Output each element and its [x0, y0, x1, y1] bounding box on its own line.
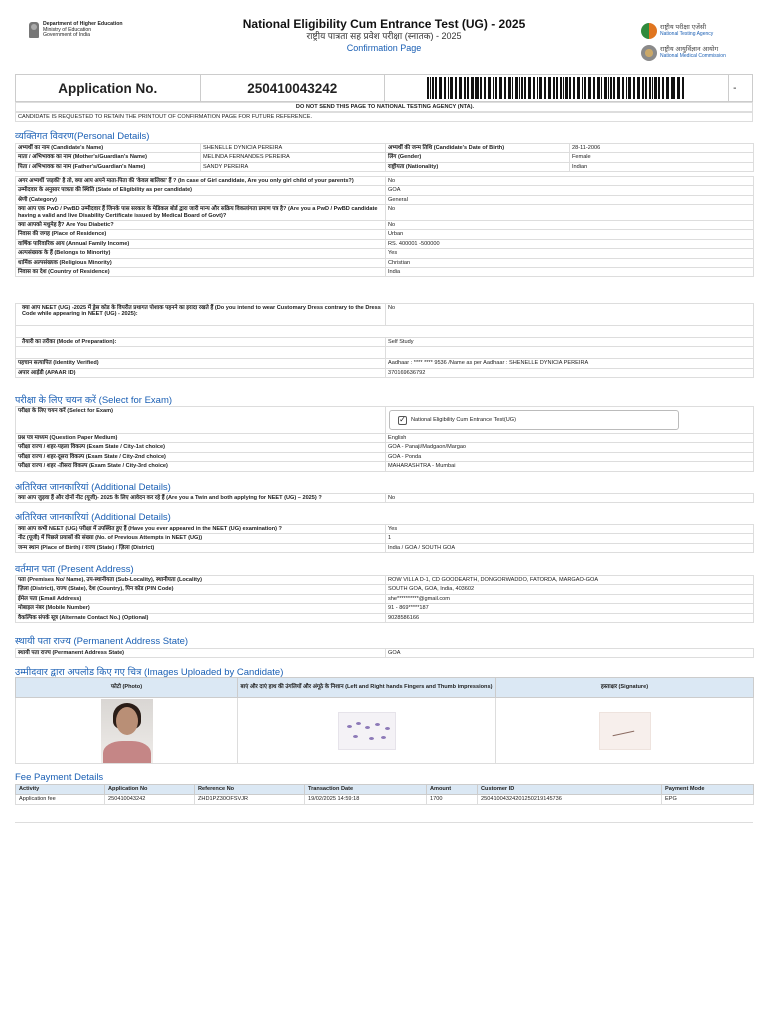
field-value: English — [386, 434, 754, 443]
additional-details-heading-1: अतिरिक्त जानकारियां (Additional Details) — [15, 482, 171, 493]
table-row — [16, 452, 754, 461]
table-row — [16, 462, 754, 471]
field-label: अभ्यर्थी का नाम (Candidate's Name) — [16, 144, 201, 153]
nta-logo — [641, 20, 741, 42]
field-value: MAHARASHTRA - Mumbai — [386, 462, 754, 471]
select-exam-table — [15, 406, 754, 472]
field-value: MELINDA FERNANDES PEREIRA — [201, 153, 386, 162]
field-label: श्रेणी (Category) — [16, 195, 386, 204]
field-value: Christian — [386, 258, 754, 267]
fee-cell: ZHD1PZ30OFSVJR — [195, 795, 305, 805]
field-label: माता / अभिभावक का नाम (Mother's/Guardian's Name) — [16, 153, 201, 162]
field-value: 1 — [386, 534, 754, 543]
field-label: निवास की जगह (Place of Residence) — [16, 230, 386, 239]
fee-column-header: Transaction Date — [305, 785, 427, 795]
field-value: 9028586166 — [386, 613, 754, 622]
field-value: India / GOA / SOUTH GOA — [386, 543, 754, 552]
table-row — [16, 443, 754, 452]
table-row — [16, 205, 754, 221]
identity-verified-label: पहचान सत्यापित (Identity Verified) — [16, 359, 386, 368]
field-value: GOA - Panaji/Madgaon/Margao — [386, 443, 754, 452]
field-value: No — [386, 177, 754, 186]
field-value: India — [386, 268, 754, 277]
nmc-logo — [641, 42, 741, 64]
field-label: उम्मीदवार के अनुसार पात्रता की स्थिति (State of Eligibility as per candidate) — [16, 186, 386, 195]
table-row — [16, 195, 754, 204]
table-row — [16, 249, 754, 258]
table-row — [16, 434, 754, 443]
field-value: RS. 400001 -500000 — [386, 239, 754, 248]
table-row — [16, 525, 754, 534]
field-label: अल्पसंख्यक के हैं (Belongs to Minority) — [16, 249, 386, 258]
identity-verified-value: Aadhaar : **** **** 9536 /Name as per Aadhaar : SHENELLE DYNICIA PEREIRA — [386, 359, 754, 368]
field-label: क्या आप जुड़वा हैं और दोनों नीट (यूजी)- 2025 के लिए आवेदन कर रहे हैं (Are you a Twin and both applying for NEET (UG) – 2025) ? — [16, 494, 386, 503]
field-value: SANDY PEREIRA — [201, 162, 386, 171]
nmc-hindi: राष्ट्रीय आयुर्विज्ञान आयोग — [660, 46, 719, 53]
table-row — [16, 494, 754, 503]
field-label: परीक्षा राज्य / शहर -तीसरा विकल्प (Exam State / City-3rd choice) — [16, 462, 386, 471]
table-row — [16, 304, 754, 326]
field-label: प्रश्न पत्र माध्यम (Question Paper Medium) — [16, 434, 386, 443]
application-barcode — [427, 77, 687, 99]
nmc-english: National Medical Commission — [660, 53, 726, 59]
table-row — [16, 239, 754, 248]
additional-details-heading-2: अतिरिक्त जानकारियां (Additional Details) — [15, 512, 171, 523]
field-value: SHENELLE DYNICIA PEREIRA — [201, 144, 386, 153]
field-value: GOA — [386, 186, 754, 195]
field-label: क्या आप कभी NEET (UG) परीक्षा में उपस्थित हुए हैं (Have you ever appeared in the NEET (UG) examination) ? — [16, 525, 386, 534]
table-row — [16, 221, 754, 230]
field-value: No — [386, 221, 754, 230]
fee-column-header: Customer ID — [478, 785, 662, 795]
dept-line-1: Department of Higher Education — [43, 21, 123, 27]
fee-cell: 250410043242 — [105, 795, 195, 805]
permanent-state-heading: स्थायी पता राज्य (Permanent Address State) — [15, 636, 189, 647]
retain-printout-notice: CANDIDATE IS REQUESTED TO RETAIN THE PRINTOUT OF CONFIRMATION PAGE FOR FUTURE REFERENCE. — [15, 112, 753, 122]
table-row — [16, 347, 754, 359]
table-row — [16, 153, 754, 162]
apaar-id-label: अपार आईडी (APAAR ID) — [16, 368, 386, 377]
dept-line-2: Ministry of Education — [43, 26, 92, 33]
table-row — [16, 543, 754, 552]
select-exam-heading: परीक्षा के लिए चयन करें (Select for Exam) — [15, 395, 173, 406]
fee-column-header: Amount — [427, 785, 478, 795]
selected-exam-name: National Eligibility Cum Entrance Test(UG) — [411, 416, 516, 423]
field-value: she**********@gmail.com — [386, 594, 754, 603]
page-subtitle-hindi: राष्ट्रीय पात्रता सह प्रवेश परीक्षा (स्नातक) - 2025 — [306, 31, 462, 41]
field-label: अभ्यर्थी की जन्म तिथि (Candidate's Date of Birth) — [386, 144, 570, 153]
table-row — [16, 585, 754, 594]
field-label: क्या आप एक PwD / PwBD उम्मीदवार हैं जिनके पास सरकार के मेडिकल बोर्ड द्वारा जारी मान्य और सक्रिय विकलांगता प्रमाण पत्र है? (Are you a PwD / PwBD candidate having a valid and live Disability Certificate issued by Medical Board of Govt)? — [16, 205, 386, 221]
field-label: वैकल्पिक संपर्क सूत्र (Alternate Contact No.) (Optional) — [16, 613, 386, 622]
table-row — [16, 162, 754, 171]
nta-hindi: राष्ट्रीय परीक्षा एजेंसी — [660, 24, 707, 31]
checkbox-checked-icon: ✓ — [399, 415, 406, 424]
personal-details-grid — [15, 143, 754, 172]
field-value: Indian — [570, 162, 754, 171]
present-address-heading: वर्तमान पता (Present Address) — [15, 564, 134, 575]
field-label: अगर अभ्यर्थी 'लड़की' है तो, क्या आप अपने माता-पिता की 'केवल बालिका' हैं ? (In case of Girl candidate, Are you only girl child of your parents?) — [16, 177, 386, 186]
confirmation-page-label: Confirmation Page — [346, 43, 422, 53]
table-row — [16, 359, 754, 368]
field-label: क्या आपको मधुमेह है? Are You Diabetic? — [16, 221, 386, 230]
fee-cell: Application fee — [16, 795, 105, 805]
field-label: निवास का देश (Country of Residence) — [16, 268, 386, 277]
fee-cell: EPG — [662, 795, 754, 805]
page-header — [15, 14, 753, 70]
additional-details-table-2 — [15, 524, 754, 553]
selected-exam-option — [389, 410, 679, 430]
table-row — [16, 230, 754, 239]
fee-column-header: Payment Mode — [662, 785, 754, 795]
table-row — [16, 594, 754, 603]
thumb-impressions-header: बाएं और दाएं हाथ की उंगलियों और अंगूठे के निशान (Left and Right hands Fingers and Thumb impressions) — [238, 678, 496, 698]
candidate-photo — [101, 699, 153, 763]
fee-column-header: Reference No — [195, 785, 305, 795]
table-row — [16, 534, 754, 543]
field-label: लिंग (Gender) — [386, 153, 570, 162]
nmc-seal-icon — [641, 45, 657, 61]
do-not-send-notice: DO NOT SEND THIS PAGE TO NATIONAL TESTING AGENCY (NTA). — [15, 102, 753, 112]
nta-english: National Testing Agency — [660, 31, 714, 37]
field-value: General — [386, 195, 754, 204]
preparation-mode-answer: Self Study — [386, 338, 754, 347]
apaar-id-value: 370169636792 — [386, 368, 754, 377]
table-row — [16, 144, 754, 153]
signature-image — [599, 712, 651, 750]
field-label: जन्म स्थान (Place of Birth) / राज्य (State) / ज़िला (District) — [16, 543, 386, 552]
fee-payment-table — [15, 784, 754, 805]
field-value: ROW VILLA D-1, CD GOODEARTH, DONGORWADDO, FATORDA, MARGAO-GOA — [386, 576, 754, 585]
preparation-mode-question: तैयारी का तरीका (Mode of Preparation): — [16, 338, 386, 347]
table-row — [16, 649, 754, 658]
table-row — [16, 576, 754, 585]
table-row — [16, 338, 754, 347]
signature-header: हस्ताक्षर (Signature) — [496, 678, 754, 698]
field-label: पिता / अभिभावक का नाम (Father's/Guardian's Name) — [16, 162, 201, 171]
present-address-table — [15, 575, 754, 623]
field-value: No — [386, 494, 754, 503]
fee-cell: 1700 — [427, 795, 478, 805]
field-value: 28-11-2006 — [570, 144, 754, 153]
fee-cell: 25041004324201250219145736 — [478, 795, 662, 805]
nta-check-icon — [641, 23, 657, 39]
field-label: स्थायी पता राज्य (Permanent Address State) — [16, 649, 386, 658]
table-row — [16, 613, 754, 622]
table-row — [16, 258, 754, 267]
field-value: Yes — [386, 249, 754, 258]
personal-details-table — [15, 176, 754, 277]
field-label: ईमेल पता (Email Address) — [16, 594, 386, 603]
field-label: ज़िला (District), राज्य (State), देश (Country), पिन कोड (PIN Code) — [16, 585, 386, 594]
application-number-label: Application No. — [16, 75, 201, 101]
field-label: धार्मिक अल्पसंख्यक (Religious Minority) — [16, 258, 386, 267]
fee-cell: 19/02/2025 14:59:18 — [305, 795, 427, 805]
page-bottom-rule — [15, 822, 753, 823]
field-value: Urban — [386, 230, 754, 239]
table-row — [16, 326, 754, 338]
table-row — [16, 795, 754, 805]
field-label: मोबाइल नंबर (Mobile Number) — [16, 604, 386, 613]
photo-header: फोटो (Photo) — [16, 678, 238, 698]
dept-line-3: Government of India — [43, 32, 91, 39]
additional-details-table-1 — [15, 493, 754, 503]
dress-code-question: क्या आप NEET (UG) -2025 में ड्रेस कोड के विपरीत प्रथागत पोशाक पहनने का इरादा रखते हैं (Do you intend to wear Customary Dress contrary to the Dress Code while appearing in NEET (UG) - 2025): — [16, 304, 386, 326]
field-label: वार्षिक पारिवारिक आय (Annual Family Income) — [16, 239, 386, 248]
application-number-box — [15, 74, 753, 102]
field-label: परीक्षा राज्य / शहर-पहला विकल्प (Exam State / City-1st choice) — [16, 443, 386, 452]
fee-column-header: Application No — [105, 785, 195, 795]
page-title: National Eligibility Cum Entrance Test (UG) - 2025 — [242, 17, 526, 31]
field-label: नीट (यूजी) में पिछले प्रयासों की संख्या (No. of Previous Attempts in NEET (UG)) — [16, 534, 386, 543]
table-row — [16, 407, 754, 434]
field-label: परीक्षा राज्य / शहर-दूसरा विकल्प (Exam State / City-2nd choice) — [16, 452, 386, 461]
field-value: No — [386, 205, 754, 221]
personal-details-heading: व्यक्तिगत विवरण(Personal Details) — [15, 131, 150, 142]
field-value: GOA - Ponda — [386, 452, 754, 461]
table-row — [16, 604, 754, 613]
dress-code-answer: No — [386, 304, 754, 326]
field-label: पता (Premises No/ Name), उप-स्थानीयता (Sub-Locality), स्थानीयता (Locality) — [16, 576, 386, 585]
permanent-state-table — [15, 648, 754, 658]
table-row — [16, 268, 754, 277]
application-number-value: 250410043242 — [201, 75, 386, 101]
table-row — [16, 177, 754, 186]
field-value: Female — [570, 153, 754, 162]
field-value: GOA — [386, 649, 754, 658]
field-label: राष्ट्रीयता (Nationality) — [386, 162, 570, 171]
uploaded-images-table — [15, 677, 754, 764]
thumb-impressions-image — [338, 712, 396, 750]
table-row — [16, 368, 754, 377]
field-value: Yes — [386, 525, 754, 534]
dress-code-table — [15, 303, 754, 378]
fee-payment-heading: Fee Payment Details — [15, 772, 104, 783]
select-exam-label: परीक्षा के लिए चयन करें (Select for Exam) — [16, 407, 386, 434]
field-value: SOUTH GOA, GOA, India, 403602 — [386, 585, 754, 594]
application-extra: - — [733, 82, 737, 94]
table-row — [16, 186, 754, 195]
fee-column-header: Activity — [16, 785, 105, 795]
agency-logos — [641, 20, 741, 64]
images-heading: उम्मीदवार द्वारा अपलोड किए गए चित्र (Images Uploaded by Candidate) — [15, 667, 284, 678]
field-value: 91 - 869*****187 — [386, 604, 754, 613]
